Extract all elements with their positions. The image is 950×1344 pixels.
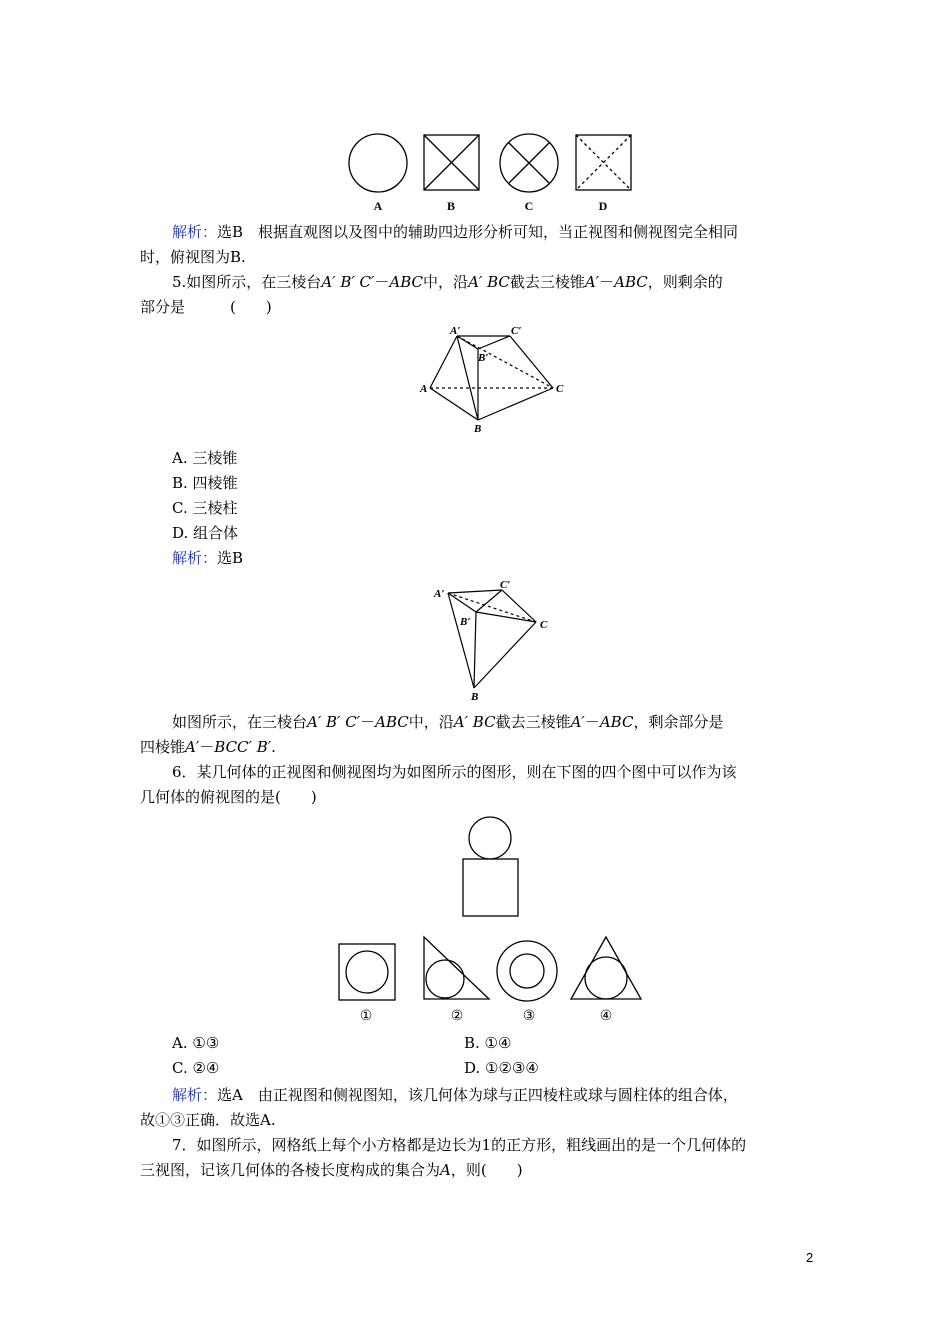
option-b-square bbox=[424, 135, 479, 190]
solution-label: 解析： bbox=[172, 549, 218, 567]
q5-question-line2: 部分是 ( ) bbox=[140, 298, 272, 316]
solution-label: 解析： bbox=[172, 1086, 218, 1104]
q5-option-d: D. 组合体 bbox=[172, 524, 239, 542]
fig-label-b: B bbox=[446, 199, 456, 213]
fig-label-c: C bbox=[524, 199, 534, 213]
q4-solution-line2: 时，俯视图为B. bbox=[140, 248, 246, 266]
q6-option-b: B. ①④ bbox=[464, 1034, 512, 1052]
option-4-triangle-circle bbox=[571, 937, 641, 999]
option-c-circle-cross bbox=[500, 134, 558, 192]
fig-label-d: D bbox=[598, 199, 608, 213]
vertex-c-prime: C′ bbox=[500, 579, 511, 591]
q5-option-a: A. 三棱锥 bbox=[172, 449, 238, 467]
q5-option-b: B. 四棱锥 bbox=[172, 474, 238, 492]
option-a-circle bbox=[349, 134, 407, 192]
vertex-b-prime: B′ bbox=[478, 352, 489, 364]
figure-remaining-pyramid bbox=[430, 575, 560, 705]
option-2-right-triangle-circle bbox=[424, 937, 489, 999]
figure-frustum bbox=[410, 318, 580, 438]
q6-solution-line1: 解析：选A 由正视图和侧视图知，该几何体为球与正四棱柱或球与圆柱体的组合体， bbox=[172, 1086, 738, 1104]
vertex-a-prime: A′ bbox=[450, 325, 461, 337]
figure-front-view bbox=[455, 812, 530, 922]
option-3-label: ③ bbox=[522, 1009, 536, 1024]
figure-q6-options bbox=[330, 930, 650, 1025]
vertex-b-prime: B′ bbox=[460, 616, 471, 628]
q6-question-line1: 6．某几何体的正视图和侧视图均为如图所示的图形，则在下图的四个图中可以作为该 bbox=[172, 763, 737, 781]
vertex-c-prime: C′ bbox=[511, 325, 522, 337]
vertex-c: C bbox=[540, 619, 548, 631]
fig-label-a: A bbox=[373, 199, 383, 213]
page-number: 2 bbox=[806, 1250, 814, 1265]
vertex-b: B bbox=[471, 691, 479, 703]
q6-option-c: C. ②④ bbox=[172, 1059, 220, 1077]
q7-question-line1: 7．如图所示，网格纸上每个小方格都是边长为1的正方形，粗线画出的是一个几何体的 bbox=[172, 1136, 747, 1154]
figure-top-views bbox=[340, 128, 640, 218]
q5-explanation-line1: 如图所示，在三棱台A′ B′ C′－ABC中，沿A′ BC截去三棱锥A′－ABC，剩余部分是 bbox=[172, 713, 724, 731]
q6-solution-line2: 故①③正确．故选A. bbox=[140, 1111, 276, 1129]
q6-option-d: D. ①②③④ bbox=[464, 1059, 539, 1077]
vertex-a-prime: A′ bbox=[434, 588, 445, 600]
option-d-square-dashed bbox=[576, 135, 631, 190]
q5-question-line1: 5.如图所示，在三棱台A′ B′ C′－ABC中，沿A′ BC截去三棱锥A′－ABC，则剩余的 bbox=[172, 273, 723, 291]
q5-solution: 解析：选B bbox=[172, 549, 244, 567]
option-1-label: ① bbox=[359, 1009, 373, 1024]
q6-option-a: A. ①③ bbox=[172, 1034, 220, 1052]
option-2-label: ② bbox=[450, 1009, 464, 1024]
option-4-label: ④ bbox=[599, 1009, 613, 1024]
vertex-c: C bbox=[556, 383, 564, 395]
q7-question-line2: 三视图，记该几何体的各棱长度构成的集合为A，则( ) bbox=[140, 1161, 523, 1179]
q4-solution-line1: 解析：选B 根据直观图以及图中的辅助四边形分析可知，当正视图和侧视图完全相同 bbox=[172, 223, 739, 241]
vertex-b: B bbox=[474, 423, 482, 435]
option-3-concentric-circles bbox=[497, 941, 557, 1001]
option-1-square-circle bbox=[339, 944, 395, 1000]
q5-explanation-line2: 四棱锥A′－BCC′ B′. bbox=[140, 738, 276, 756]
solution-label: 解析： bbox=[172, 223, 218, 241]
vertex-a: A bbox=[420, 383, 428, 395]
q5-option-c: C. 三棱柱 bbox=[172, 499, 238, 517]
q6-question-line2: 几何体的俯视图的是( ) bbox=[140, 788, 317, 806]
